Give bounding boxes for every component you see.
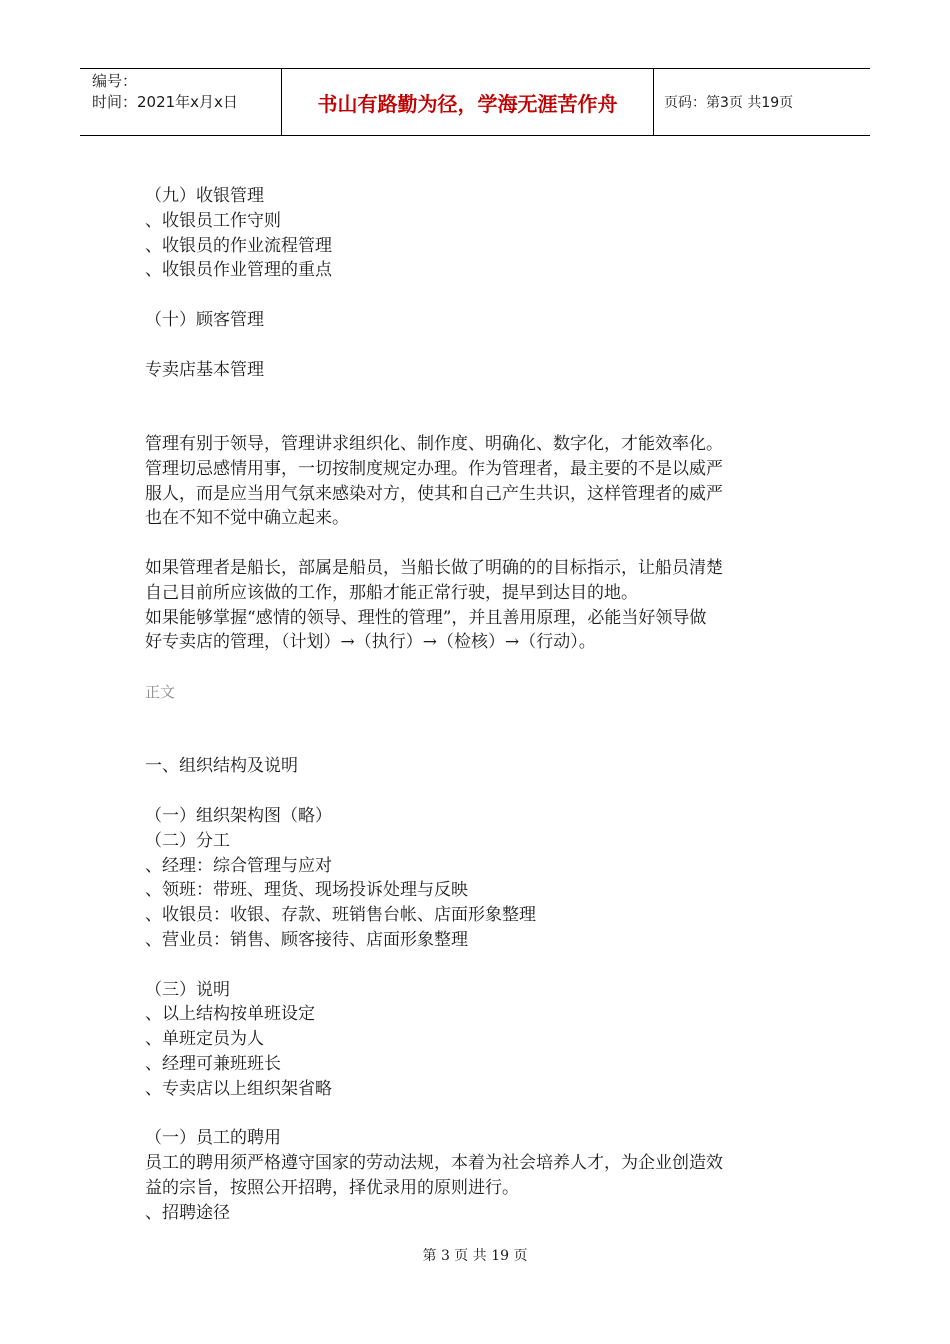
section-label: 正文	[145, 682, 176, 701]
blank-line	[145, 1101, 805, 1126]
text-line: 、收银员作业管理的重点	[145, 260, 332, 281]
text-line: （三）说明	[145, 979, 230, 1000]
blank-line	[145, 283, 805, 308]
blank-line	[145, 407, 805, 432]
blank-line	[145, 382, 805, 407]
blank-line	[145, 531, 805, 556]
text-line: 如果能够掌握“感情的领导、理性的管理”，并且善用原理，必能当好领导做	[145, 607, 707, 628]
page-footer	[0, 1245, 950, 1265]
header-meta-cell	[80, 69, 282, 135]
text-line: （二）分工	[145, 830, 230, 851]
text-line: 、领班：带班、理货、现场投诉处理与反映	[145, 880, 468, 901]
text-line: 、单班定员为人	[145, 1029, 264, 1050]
text-line: （九）收银管理	[145, 186, 264, 206]
header-table	[80, 68, 870, 136]
text-line: 服人，而是应当用气氛来感染对方，使其和自己产生共识，这样管理者的威严	[145, 483, 723, 504]
page-info: 页码：第3页 共19页	[664, 95, 794, 111]
text-line: 、招聘途径	[145, 1202, 230, 1223]
motto-cell	[282, 69, 654, 135]
body-block-1	[145, 184, 805, 655]
page-info-cell	[654, 69, 870, 135]
text-line: 一、组织结构及说明	[145, 756, 298, 777]
text-line: 、专卖店以上组织架省略	[145, 1078, 332, 1099]
text-line: 专卖店基本管理	[145, 359, 264, 380]
text-line: 、经理：综合管理与应对	[145, 855, 332, 876]
text-line: 、收银员：收银、存款、班销售台帐、店面形象整理	[145, 905, 536, 926]
text-line: 如果管理者是船长，部属是船员，当船长做了明确的的目标指示，让船员清楚	[145, 557, 723, 578]
text-line: 也在不知不觉中确立起来。	[145, 508, 349, 529]
text-line: 益的宗旨，按照公开招聘，择优录用的原则进行。	[145, 1177, 519, 1198]
blank-line	[145, 779, 805, 804]
blank-line	[145, 333, 805, 358]
spacer	[145, 730, 805, 755]
document-body	[145, 184, 805, 1225]
text-line: 自己目前所应该做的工作，那船才能正常行驶，提早到达目的地。	[145, 582, 638, 603]
text-line: 员工的聘用须严格遵守国家的劳动法规，本着为社会培养人才，为企业创造效	[145, 1153, 723, 1174]
blank-line	[145, 953, 805, 978]
motto: 书山有路勤为径，学海无涯苦作舟	[317, 91, 618, 116]
text-line: 、收银员的作业流程管理	[145, 235, 332, 256]
footer-page-number: 第 3 页 共 19 页	[422, 1248, 528, 1264]
text-line: 、经理可兼班班长	[145, 1053, 281, 1074]
text-line: 管理有别于领导，管理讲求组织化、制作度、明确化、数字化，才能效率化。	[145, 433, 723, 454]
text-line: 、营业员：销售、顾客接待、店面形象整理	[145, 929, 468, 950]
date-line: 时间：2021年x月x日	[92, 93, 238, 111]
text-line: （一）员工的聘用	[145, 1128, 281, 1149]
spacer	[145, 705, 805, 730]
text-line: 管理切忌感情用事，一切按制度规定办理。作为管理者，最主要的不是以威严	[145, 458, 723, 479]
text-line: （一）组织架构图（略）	[145, 805, 332, 826]
text-line: （十）顾客管理	[145, 309, 264, 330]
text-line: 、收银员工作守则	[145, 210, 281, 231]
spacer	[145, 655, 805, 680]
body-block-2	[145, 754, 805, 1225]
text-line: 、以上结构按单班设定	[145, 1004, 315, 1025]
number-label: 编号：	[92, 72, 138, 90]
text-line: 好专卖店的管理，（计划）→（执行）→（检核）→（行动）。	[145, 632, 596, 653]
